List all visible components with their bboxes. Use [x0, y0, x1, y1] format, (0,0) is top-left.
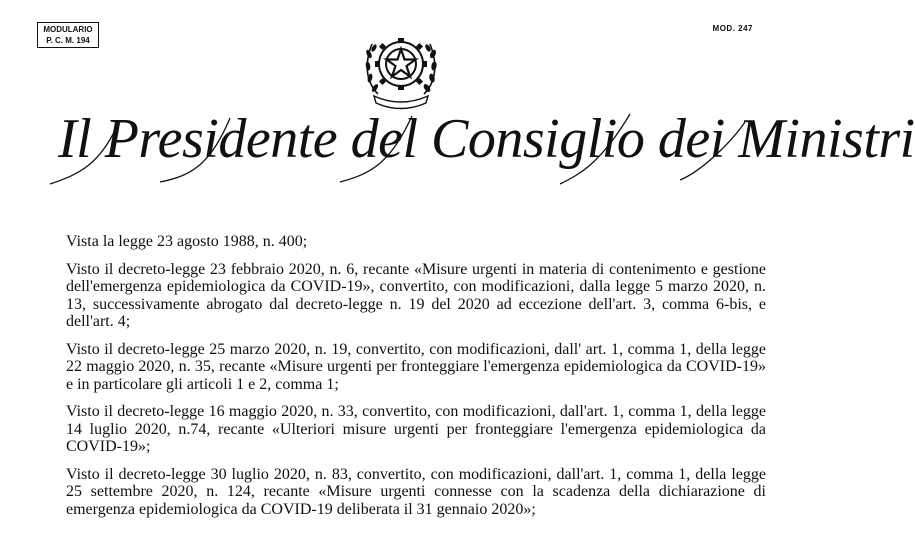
stamp-line-1: MODULARIO: [43, 25, 93, 34]
paragraph: Visto il decreto-legge 30 luglio 2020, n. 83, convertito, con modificazioni, dall'art. 1, comma 1, della legge 25 settembre 2020, n. 124, recante «Misure urgenti connesse con la scadenza della dichiarazione di emergenza epidemiologica da COVID-19 deliberata il 31 gennaio 2020»;: [66, 465, 766, 518]
mod-label: MOD. 247: [712, 24, 753, 33]
italian-republic-emblem-icon: [360, 24, 442, 112]
heading: [40, 104, 915, 190]
stamp-line-2: P. C. M. 194: [46, 36, 90, 45]
paragraph: Visto il decreto-legge 16 maggio 2020, n. 33, convertito, con modificazioni, dall'art. 1, comma 1, della legge 14 luglio 2020, n.74, recante «Ulteriori misure urgenti per fronteggiare l'emergenza epidemiologica da COVID-19»;: [66, 403, 766, 455]
heading-text: Il Presidente del Consiglio dei Ministri: [58, 108, 915, 170]
document-body: [66, 233, 766, 528]
paragraph: Vista la legge 23 agosto 1988, n. 400;: [66, 233, 308, 250]
paragraph: Visto il decreto-legge 25 marzo 2020, n. 19, convertito, con modificazioni, dall' art. 1, comma 1, della legge 22 maggio 2020, n. 35, recante «Misure urgenti per fronteggiare l'emergenza epidemiologica da COVID-19» e in particolare gli articoli 1 e 2, comma 1;: [66, 340, 766, 393]
modulario-stamp: [37, 22, 99, 48]
paragraph: Visto il decreto-legge 23 febbraio 2020, n. 6, recante «Misure urgenti in materia di contenimento e gestione dell'emergenza epidemiologica da COVID-19», convertito, con modificazioni, dalla legge 5 marzo 2020, n. 13, successivamente abrogato dal decreto-legge n. 19 del 2020 ad eccezione dell'art. 3, comma 6-bis, e dell'art. 4;: [66, 260, 766, 330]
